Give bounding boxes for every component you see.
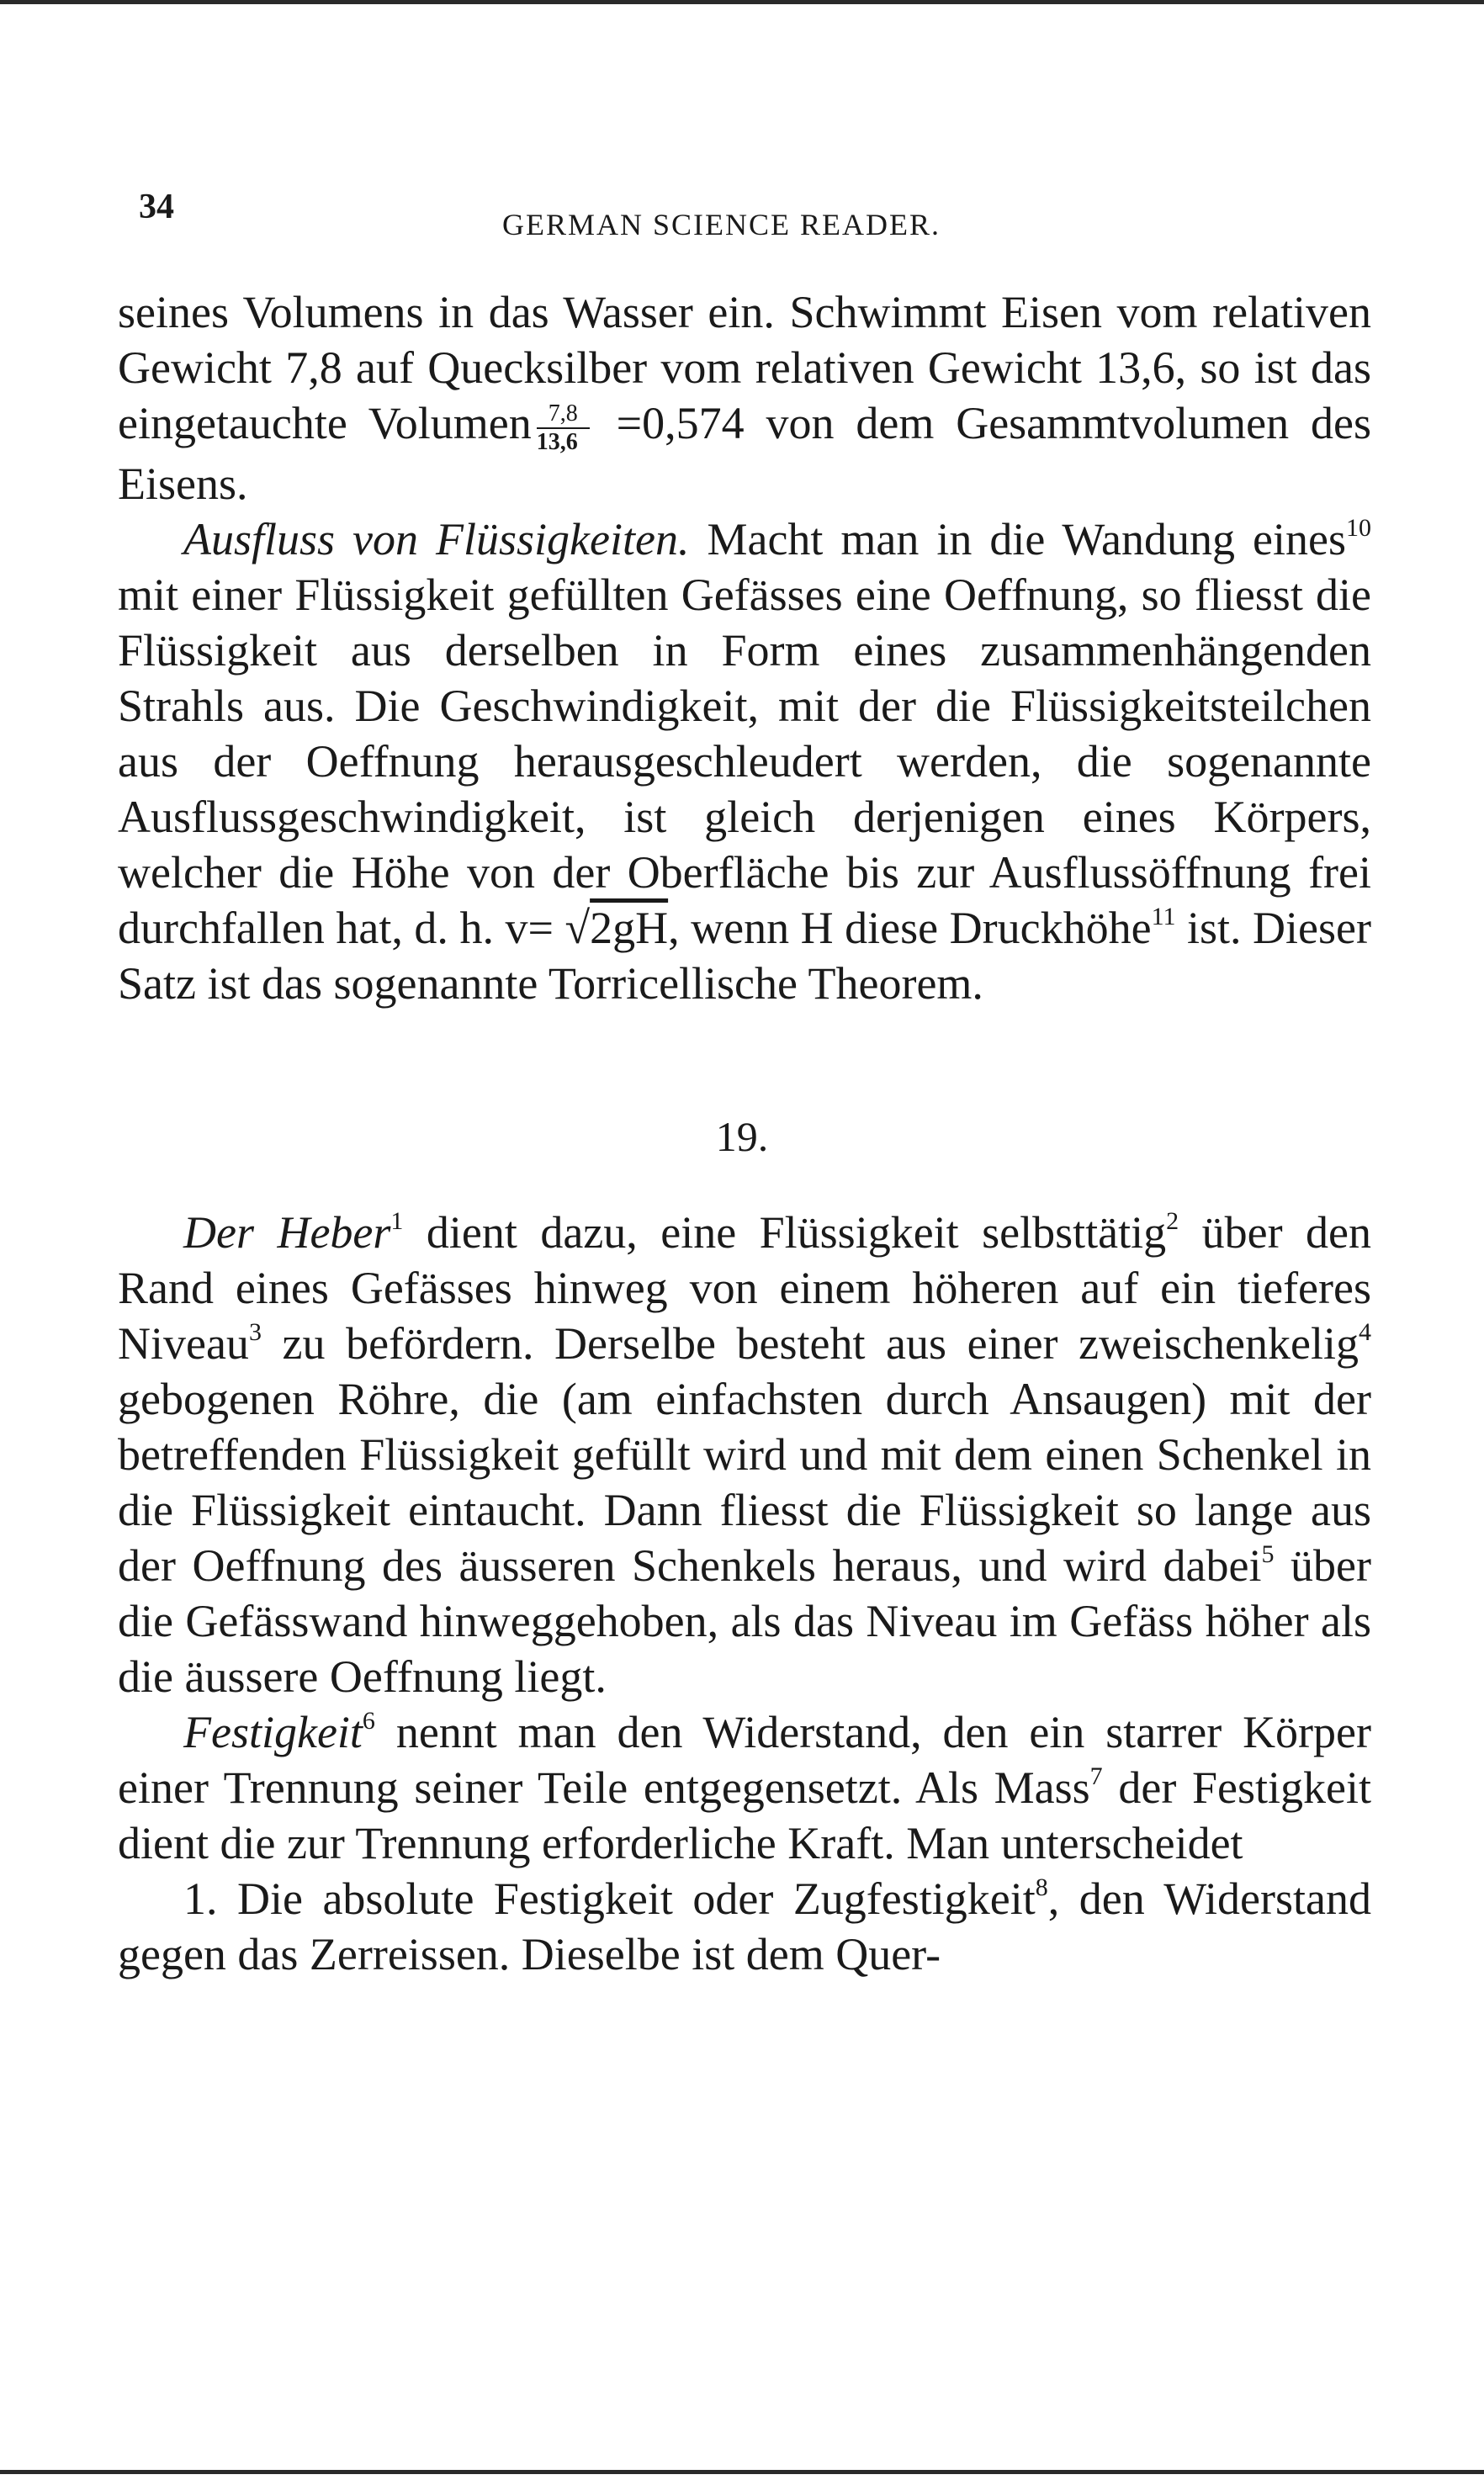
footnote-ref: 10 (1346, 513, 1371, 542)
section-number: 19. (715, 1113, 769, 1160)
footnote-ref: 5 (1261, 1540, 1275, 1568)
running-title: GERMAN SCIENCE READER. (502, 208, 941, 241)
footnote-ref: 2 (1166, 1207, 1179, 1235)
text-block-bottom (118, 1205, 1371, 1982)
fraction: $\frac{7,8}{13,6}$ (537, 400, 590, 456)
paragraph-heading: Ausfluss von Flüssigkeiten. (183, 513, 690, 564)
footnote-ref: 11 (1151, 902, 1176, 930)
page-header (139, 187, 1367, 241)
paragraph-heber: Der Heber$^1$ dient dazu, eine Flüssigkeit selbsttätig$^2$ über den Rand eines Gefässes hinweg von einem höheren auf ein tieferes Niveau$^3$ zu befördern. Derselbe besteht aus einer zweischenkelig$^4$ gebogenen Röhre, die (am einfachsten durch Ansaugen) mit der betreffenden Flüssigkeit gefüllt wird und mit dem einen Schenkel in die Flüssigkeit eintaucht. Dann fliesst die Flüssigkeit so lange aus der Oeffnung des äusseren Schenkels heraus, und wird dabei$^5$ über die Gefässwand hinweggehoben, als das Niveau im Gefäss höher als die äussere Oeffnung liegt. (118, 1207, 1371, 1702)
paragraph-list-item-1: 1. Die absolute Festigkeit oder Zugfestigkeit$^8$, den Widerstand gegen das Zerreissen. Dieselbe ist dem Quer- (118, 1873, 1371, 1979)
footnote-ref: 3 (248, 1318, 262, 1346)
paragraph-continuation: seines Volumens in das Wasser ein. Schwimmt Eisen vom relativen Gewicht 7,8 auf Quecksilber vom relativen Gewicht 13,6, so ist das eingetauchte Volumen $\frac{7,8}{13,6}$ =0,574 von dem Gesammtvolumen des Eisens. (118, 287, 1371, 509)
footnote-ref: 1 (390, 1207, 404, 1235)
top-border (0, 0, 1484, 4)
paragraph-ausfluss: Ausfluss von Flüssigkeiten. Macht man in die Wandung eines$^{10}$ mit einer Flüssigkeit gefüllten Gefässes eine Oeffnung, so fliesst die Flüssigkeit aus derselben in Form eines zusammenhängenden Strahls aus. Die Geschwindigkeit, mit der die Flüssigkeitsteilchen aus der Oeffnung herausgeschleudert werden, die sogenannte Ausflussgeschwindigkeit, ist gleich derjenigen eines Körpers, welcher die Höhe von der Oberfläche bis zur Ausflussöffnung frei durchfallen hat, d. h. v= √2gH, wenn H diese Druckhöhe$^{11}$ ist. Dieser Satz ist das sogenannte Torricellische Theorem. (118, 513, 1371, 1009)
bottom-border (0, 2470, 1484, 2474)
footnote-ref: 6 (362, 1707, 375, 1735)
footnote-ref: 7 (1089, 1762, 1103, 1790)
paragraph-heading: Festigkeit (183, 1707, 363, 1757)
sqrt-expression: 2gH (590, 902, 669, 953)
paragraph-heading: Der Heber (183, 1207, 391, 1258)
paragraph-festigkeit: Festigkeit$^6$ nennt man den Widerstand, den ein starrer Körper einer Trennung seiner Teile entgegensetzt. Als Mass$^7$ der Festigkeit dient die zur Trennung erforderliche Kraft. Man unterscheidet (118, 1707, 1371, 1868)
footnote-ref: 4 (1359, 1318, 1371, 1346)
page-number: 34 (139, 188, 174, 226)
footnote-ref: 8 (1035, 1873, 1048, 1901)
text-block-top (118, 284, 1371, 1011)
